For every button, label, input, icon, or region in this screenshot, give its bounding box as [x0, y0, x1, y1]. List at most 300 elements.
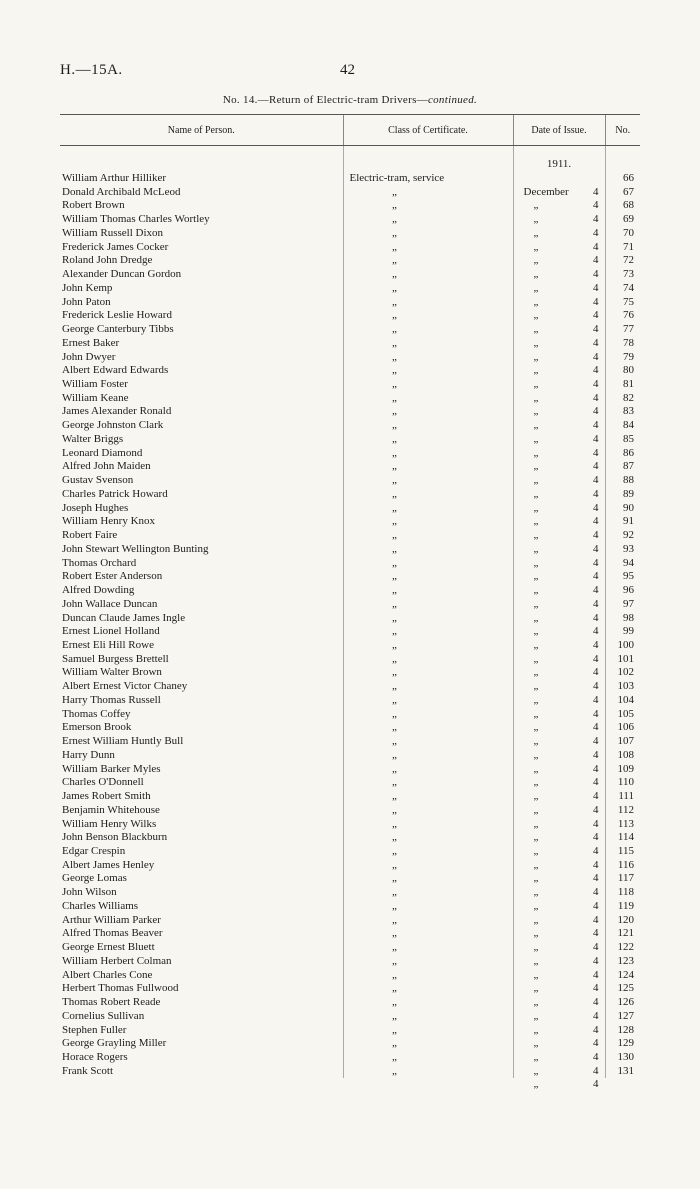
issue-date — [513, 941, 605, 967]
issue-day: 4 — [593, 693, 599, 706]
ditto-mark: „ — [533, 515, 539, 528]
table-row — [60, 845, 640, 859]
issue-day: 4 — [593, 226, 599, 239]
issue-date — [513, 433, 605, 459]
table-row — [60, 323, 640, 337]
issue-date — [513, 460, 605, 487]
issue-day: 4 — [593, 446, 599, 459]
certificate-number: 78 — [605, 337, 640, 351]
ditto-mark: „ — [533, 735, 539, 748]
ditto-mark: „ — [533, 556, 539, 569]
driver-name: Ernest Baker — [62, 336, 120, 349]
issue-day: 4 — [593, 803, 599, 816]
certificate-class — [343, 309, 513, 323]
issue-day: 4 — [593, 707, 599, 720]
ditto-mark: „ — [392, 1023, 397, 1036]
ditto-mark: „ — [392, 460, 397, 473]
ditto-mark: „ — [533, 336, 539, 349]
ditto-mark: „ — [533, 844, 539, 857]
certificate-class — [343, 447, 513, 461]
ditto-mark: „ — [392, 927, 397, 940]
table-row — [60, 708, 640, 722]
driver-name: Thomas Orchard — [62, 556, 137, 569]
issue-day: 4 — [593, 213, 599, 226]
driver-name: Joseph Hughes — [62, 501, 129, 514]
ditto-mark: „ — [392, 199, 397, 212]
driver-name: Charles Williams — [62, 899, 139, 912]
certificate-class — [343, 735, 513, 749]
ditto-mark: „ — [392, 625, 397, 638]
issue-day: 4 — [593, 268, 599, 281]
table-title-continued: continued. — [427, 94, 478, 106]
certificate-class — [343, 612, 513, 626]
certificate-number: 108 — [605, 749, 640, 763]
issue-date — [513, 199, 605, 226]
ditto-mark: „ — [533, 927, 539, 940]
table-row — [60, 982, 640, 996]
issue-day: 4 — [593, 405, 599, 418]
certificate-number: 115 — [605, 845, 640, 859]
driver-name: John Kemp — [62, 281, 113, 294]
driver-name: George Canterbury Tibbs — [62, 323, 174, 336]
driver-name: William Walter Brown — [62, 666, 162, 679]
table-row — [60, 763, 640, 777]
certificate-number: 111 — [605, 790, 640, 804]
issue-day: 4 — [593, 487, 599, 500]
driver-name: Albert Charles Cone — [62, 968, 153, 981]
ditto-mark: „ — [392, 776, 397, 789]
table-row — [60, 447, 640, 461]
driver-name: Cornelius Sullivan — [62, 1009, 145, 1022]
issue-day: 4 — [593, 611, 599, 624]
table-row — [60, 543, 640, 557]
certificate-number: 96 — [605, 584, 640, 598]
ditto-mark: „ — [533, 254, 539, 267]
ditto-mark: „ — [392, 968, 397, 981]
drivers-table — [60, 114, 640, 1091]
issue-day: 4 — [593, 1037, 599, 1050]
ditto-mark: „ — [533, 295, 539, 308]
driver-name: Roland John Dredge — [62, 254, 153, 267]
ditto-mark: „ — [533, 1009, 539, 1022]
issue-date — [513, 1065, 605, 1091]
table-row — [60, 776, 640, 790]
certificate-class — [343, 172, 513, 186]
certificate-number: 72 — [605, 254, 640, 268]
issue-date — [513, 364, 605, 391]
certificate-class — [343, 666, 513, 680]
certificate-class — [343, 996, 513, 1010]
ditto-mark: „ — [533, 721, 539, 734]
issue-day: 4 — [593, 982, 599, 995]
issue-date — [513, 543, 605, 569]
table-row — [60, 199, 640, 213]
certificate-number: 70 — [605, 227, 640, 241]
spacer-row — [60, 146, 640, 157]
driver-name: George Grayling Miller — [62, 1037, 167, 1050]
ditto-mark: „ — [533, 350, 539, 363]
issue-date — [513, 653, 605, 679]
ditto-mark: „ — [533, 954, 539, 967]
driver-name: William Thomas Charles Wortley — [62, 213, 210, 226]
table-row — [60, 584, 640, 598]
driver-name: Robert Ester Anderson — [62, 570, 163, 583]
ditto-mark: „ — [533, 378, 539, 391]
certificate-class — [343, 405, 513, 419]
issue-day: 4 — [593, 556, 599, 569]
certificate-number: 95 — [605, 570, 640, 584]
issue-day: 4 — [593, 776, 599, 789]
driver-name: Gustav Svenson — [62, 474, 134, 487]
certificate-class — [343, 1051, 513, 1065]
table-row — [60, 474, 640, 488]
issue-date — [513, 309, 605, 336]
driver-name: Alfred John Maiden — [62, 460, 151, 473]
driver-name: George Ernest Bluett — [62, 941, 155, 954]
issue-day: 4 — [593, 790, 599, 803]
issue-date — [513, 859, 605, 885]
driver-name: John Wilson — [62, 886, 117, 899]
certificate-class — [343, 557, 513, 571]
issue-date — [513, 227, 605, 253]
ditto-mark: „ — [533, 831, 539, 844]
certificate-number: 124 — [605, 969, 640, 983]
ditto-mark: „ — [533, 584, 539, 597]
ditto-mark: „ — [533, 762, 539, 775]
ditto-mark: „ — [533, 941, 539, 954]
certificate-class — [343, 790, 513, 804]
ditto-mark: „ — [392, 391, 397, 404]
table-row — [60, 1010, 640, 1024]
issue-day: 4 — [593, 1051, 599, 1063]
driver-name: George Johnston Clark — [62, 419, 164, 432]
driver-name: Albert Ernest Victor Chaney — [62, 680, 188, 693]
column-header-date: Date of Issue. — [513, 115, 605, 146]
table-row — [60, 694, 640, 708]
issue-date — [513, 282, 605, 308]
certificate-number: 94 — [605, 557, 640, 571]
ditto-mark: „ — [392, 185, 397, 198]
driver-name: Emerson Brook — [62, 721, 132, 734]
certificate-class — [343, 282, 513, 296]
ditto-mark: „ — [533, 597, 539, 610]
certificate-class — [343, 955, 513, 969]
issue-date — [513, 1024, 605, 1050]
ditto-mark: „ — [392, 872, 397, 885]
certificate-number: 125 — [605, 982, 640, 996]
issue-day: 4 — [593, 858, 599, 871]
issue-date — [513, 405, 605, 432]
certificate-number: 130 — [605, 1051, 640, 1065]
ditto-mark: „ — [392, 501, 397, 514]
ditto-mark: „ — [533, 281, 539, 294]
issue-day: 4 — [593, 295, 599, 308]
table-row — [60, 625, 640, 639]
issue-day: 4 — [593, 899, 599, 912]
ditto-mark: „ — [392, 556, 397, 569]
table-row — [60, 612, 640, 626]
certificate-number: 92 — [605, 529, 640, 543]
issue-day: 4 — [593, 542, 599, 555]
driver-name: Stephen Fuller — [62, 1023, 127, 1036]
ditto-mark: „ — [392, 226, 397, 239]
ditto-mark: „ — [533, 996, 539, 1009]
table-row — [60, 433, 640, 447]
ditto-mark: „ — [392, 268, 397, 281]
driver-name: Horace Rogers — [62, 1051, 128, 1063]
ditto-mark: „ — [392, 350, 397, 363]
driver-name: Alfred Dowding — [62, 584, 135, 597]
driver-name: William Henry Wilks — [62, 817, 157, 830]
ditto-mark: „ — [533, 529, 539, 542]
certificate-class — [343, 625, 513, 639]
issue-date — [513, 955, 605, 981]
table-row — [60, 309, 640, 323]
issue-date — [513, 749, 605, 775]
ditto-mark: „ — [533, 364, 539, 377]
table-row — [60, 254, 640, 268]
certificate-class — [343, 859, 513, 873]
certificate-class — [343, 502, 513, 516]
issue-month: December — [523, 185, 569, 198]
ditto-mark: „ — [392, 899, 397, 912]
certificate-class — [343, 529, 513, 543]
driver-name: Ernest Eli Hill Rowe — [62, 638, 154, 651]
ditto-mark: „ — [533, 323, 539, 336]
certificate-class — [343, 570, 513, 584]
issue-date — [513, 914, 605, 940]
ditto-mark: „ — [533, 226, 539, 239]
certificate-class — [343, 845, 513, 859]
issue-day: 4 — [593, 968, 599, 981]
certificate-class — [343, 804, 513, 818]
ditto-mark: „ — [392, 611, 397, 624]
driver-name: John Stewart Wellington Bunting — [62, 542, 209, 555]
certificate-number: 86 — [605, 447, 640, 461]
certificate-class — [343, 1037, 513, 1051]
ditto-mark: „ — [392, 982, 397, 995]
certificate-class — [343, 941, 513, 955]
certificate-class — [343, 474, 513, 488]
ditto-mark: „ — [533, 570, 539, 583]
certificate-class — [343, 241, 513, 255]
issue-day: 4 — [593, 1009, 599, 1022]
driver-name: William Foster — [62, 378, 128, 391]
table-row — [60, 914, 640, 928]
table-row — [60, 529, 640, 543]
certificate-number: 81 — [605, 378, 640, 392]
ditto-mark: „ — [392, 597, 397, 610]
certificate-number: 76 — [605, 309, 640, 323]
table-row — [60, 804, 640, 818]
issue-date — [513, 378, 605, 404]
issue-day: 4 — [593, 1078, 599, 1091]
ditto-mark: „ — [392, 886, 397, 899]
certificate-class — [343, 831, 513, 845]
issue-date — [513, 584, 605, 610]
certificate-class — [343, 818, 513, 832]
driver-name: Ernest Lionel Holland — [62, 625, 160, 638]
issue-date — [513, 447, 605, 473]
ditto-mark: „ — [533, 680, 539, 693]
ditto-mark: „ — [392, 515, 397, 528]
issue-day: 4 — [593, 570, 599, 583]
issue-day: 4 — [593, 474, 599, 487]
issue-date — [513, 886, 605, 912]
issue-day: 4 — [593, 748, 599, 761]
issue-date — [513, 612, 605, 638]
certificate-number: 87 — [605, 460, 640, 474]
issue-day: 4 — [593, 638, 599, 651]
ditto-mark: „ — [392, 638, 397, 651]
ditto-mark: „ — [533, 913, 539, 926]
issue-day: 4 — [593, 954, 599, 967]
ditto-mark: „ — [392, 542, 397, 555]
table-row — [60, 1024, 640, 1038]
issue-date — [513, 639, 605, 665]
certificate-class — [343, 268, 513, 282]
table-row — [60, 460, 640, 474]
issue-date — [513, 515, 605, 542]
ditto-mark: „ — [533, 776, 539, 789]
ditto-mark: „ — [533, 419, 539, 432]
drivers-table-container — [60, 114, 640, 1091]
certificate-class — [343, 254, 513, 268]
issue-date — [513, 254, 605, 281]
ditto-mark: „ — [533, 1037, 539, 1050]
driver-name: Harry Dunn — [62, 748, 115, 761]
certificate-class-text: Electric-tram, service — [349, 172, 445, 184]
table-row — [60, 502, 640, 516]
certificate-class — [343, 337, 513, 351]
issue-day: 4 — [593, 254, 599, 267]
table-row — [60, 1037, 640, 1051]
table-row — [60, 831, 640, 845]
issue-day: 4 — [593, 597, 599, 610]
issue-date — [513, 598, 605, 624]
certificate-number: 128 — [605, 1024, 640, 1038]
certificate-class — [343, 515, 513, 529]
driver-name: Donald Archibald McLeod — [62, 185, 181, 198]
ditto-mark: „ — [392, 858, 397, 871]
certificate-number: 82 — [605, 392, 640, 406]
ditto-mark: „ — [392, 721, 397, 734]
certificate-class — [343, 296, 513, 310]
header-reference: H.—15A. — [60, 62, 123, 78]
certificate-class — [343, 227, 513, 241]
issue-day: 4 — [593, 240, 599, 253]
table-row — [60, 186, 640, 200]
ditto-mark: „ — [533, 968, 539, 981]
certificate-class — [343, 927, 513, 941]
certificate-class — [343, 460, 513, 474]
certificate-number: 110 — [605, 776, 640, 790]
ditto-mark: „ — [392, 1064, 397, 1077]
issue-day: 4 — [593, 886, 599, 899]
ditto-mark: „ — [392, 762, 397, 775]
certificate-number: 77 — [605, 323, 640, 337]
table-row — [60, 1051, 640, 1065]
ditto-mark: „ — [533, 1051, 539, 1063]
table-row — [60, 570, 640, 584]
issue-day: 4 — [593, 501, 599, 514]
ditto-mark: „ — [392, 1051, 397, 1063]
certificate-class — [343, 392, 513, 406]
ditto-mark: „ — [392, 336, 397, 349]
table-row — [60, 419, 640, 433]
year-label: 1911. — [513, 156, 605, 172]
issue-date — [513, 351, 605, 377]
table-row — [60, 515, 640, 529]
issue-date — [513, 296, 605, 322]
issue-date — [513, 982, 605, 1009]
table-title — [0, 94, 700, 106]
table-row — [60, 557, 640, 571]
ditto-mark: „ — [533, 707, 539, 720]
certificate-class — [343, 872, 513, 886]
issue-day: 4 — [593, 996, 599, 1009]
issue-day: 4 — [593, 419, 599, 432]
driver-name: Ernest William Huntly Bull — [62, 735, 184, 748]
issue-day: 4 — [593, 652, 599, 665]
ditto-mark: „ — [533, 405, 539, 418]
issue-day: 4 — [593, 350, 599, 363]
certificate-number: 90 — [605, 502, 640, 516]
driver-name: William Herbert Colman — [62, 954, 172, 967]
ditto-mark: „ — [392, 281, 397, 294]
issue-day: 4 — [593, 1064, 599, 1077]
ditto-mark: „ — [533, 817, 539, 830]
ditto-mark: „ — [533, 666, 539, 679]
driver-name: Harry Thomas Russell — [62, 693, 161, 706]
issue-date — [513, 419, 605, 445]
ditto-mark: „ — [392, 652, 397, 665]
certificate-class — [343, 721, 513, 735]
issue-date — [513, 337, 605, 363]
table-row — [60, 351, 640, 365]
ditto-mark: „ — [533, 625, 539, 638]
year-row — [60, 156, 640, 172]
table-row — [60, 996, 640, 1010]
issue-day: 4 — [593, 941, 599, 954]
certificate-class — [343, 584, 513, 598]
ditto-mark: „ — [392, 941, 397, 954]
issue-date — [513, 927, 605, 954]
ditto-mark: „ — [533, 309, 539, 322]
ditto-mark: „ — [392, 693, 397, 706]
ditto-mark: „ — [392, 378, 397, 391]
issue-day: 4 — [593, 680, 599, 693]
issue-date — [513, 172, 605, 198]
certificate-number: 127 — [605, 1010, 640, 1024]
column-header-class: Class of Certificate. — [343, 115, 513, 146]
table-row — [60, 337, 640, 351]
table-row — [60, 213, 640, 227]
certificate-number: 131 — [605, 1065, 640, 1079]
issue-day: 4 — [593, 364, 599, 377]
ditto-mark: „ — [392, 1009, 397, 1022]
table-row — [60, 296, 640, 310]
ditto-mark: „ — [533, 1064, 539, 1077]
ditto-mark: „ — [392, 803, 397, 816]
driver-name: Frederick Leslie Howard — [62, 309, 172, 322]
table-row — [60, 900, 640, 914]
ditto-mark: „ — [392, 913, 397, 926]
driver-name: Robert Faire — [62, 529, 118, 542]
ditto-mark: „ — [533, 240, 539, 253]
issue-date — [513, 996, 605, 1022]
driver-name: Robert Brown — [62, 199, 125, 212]
